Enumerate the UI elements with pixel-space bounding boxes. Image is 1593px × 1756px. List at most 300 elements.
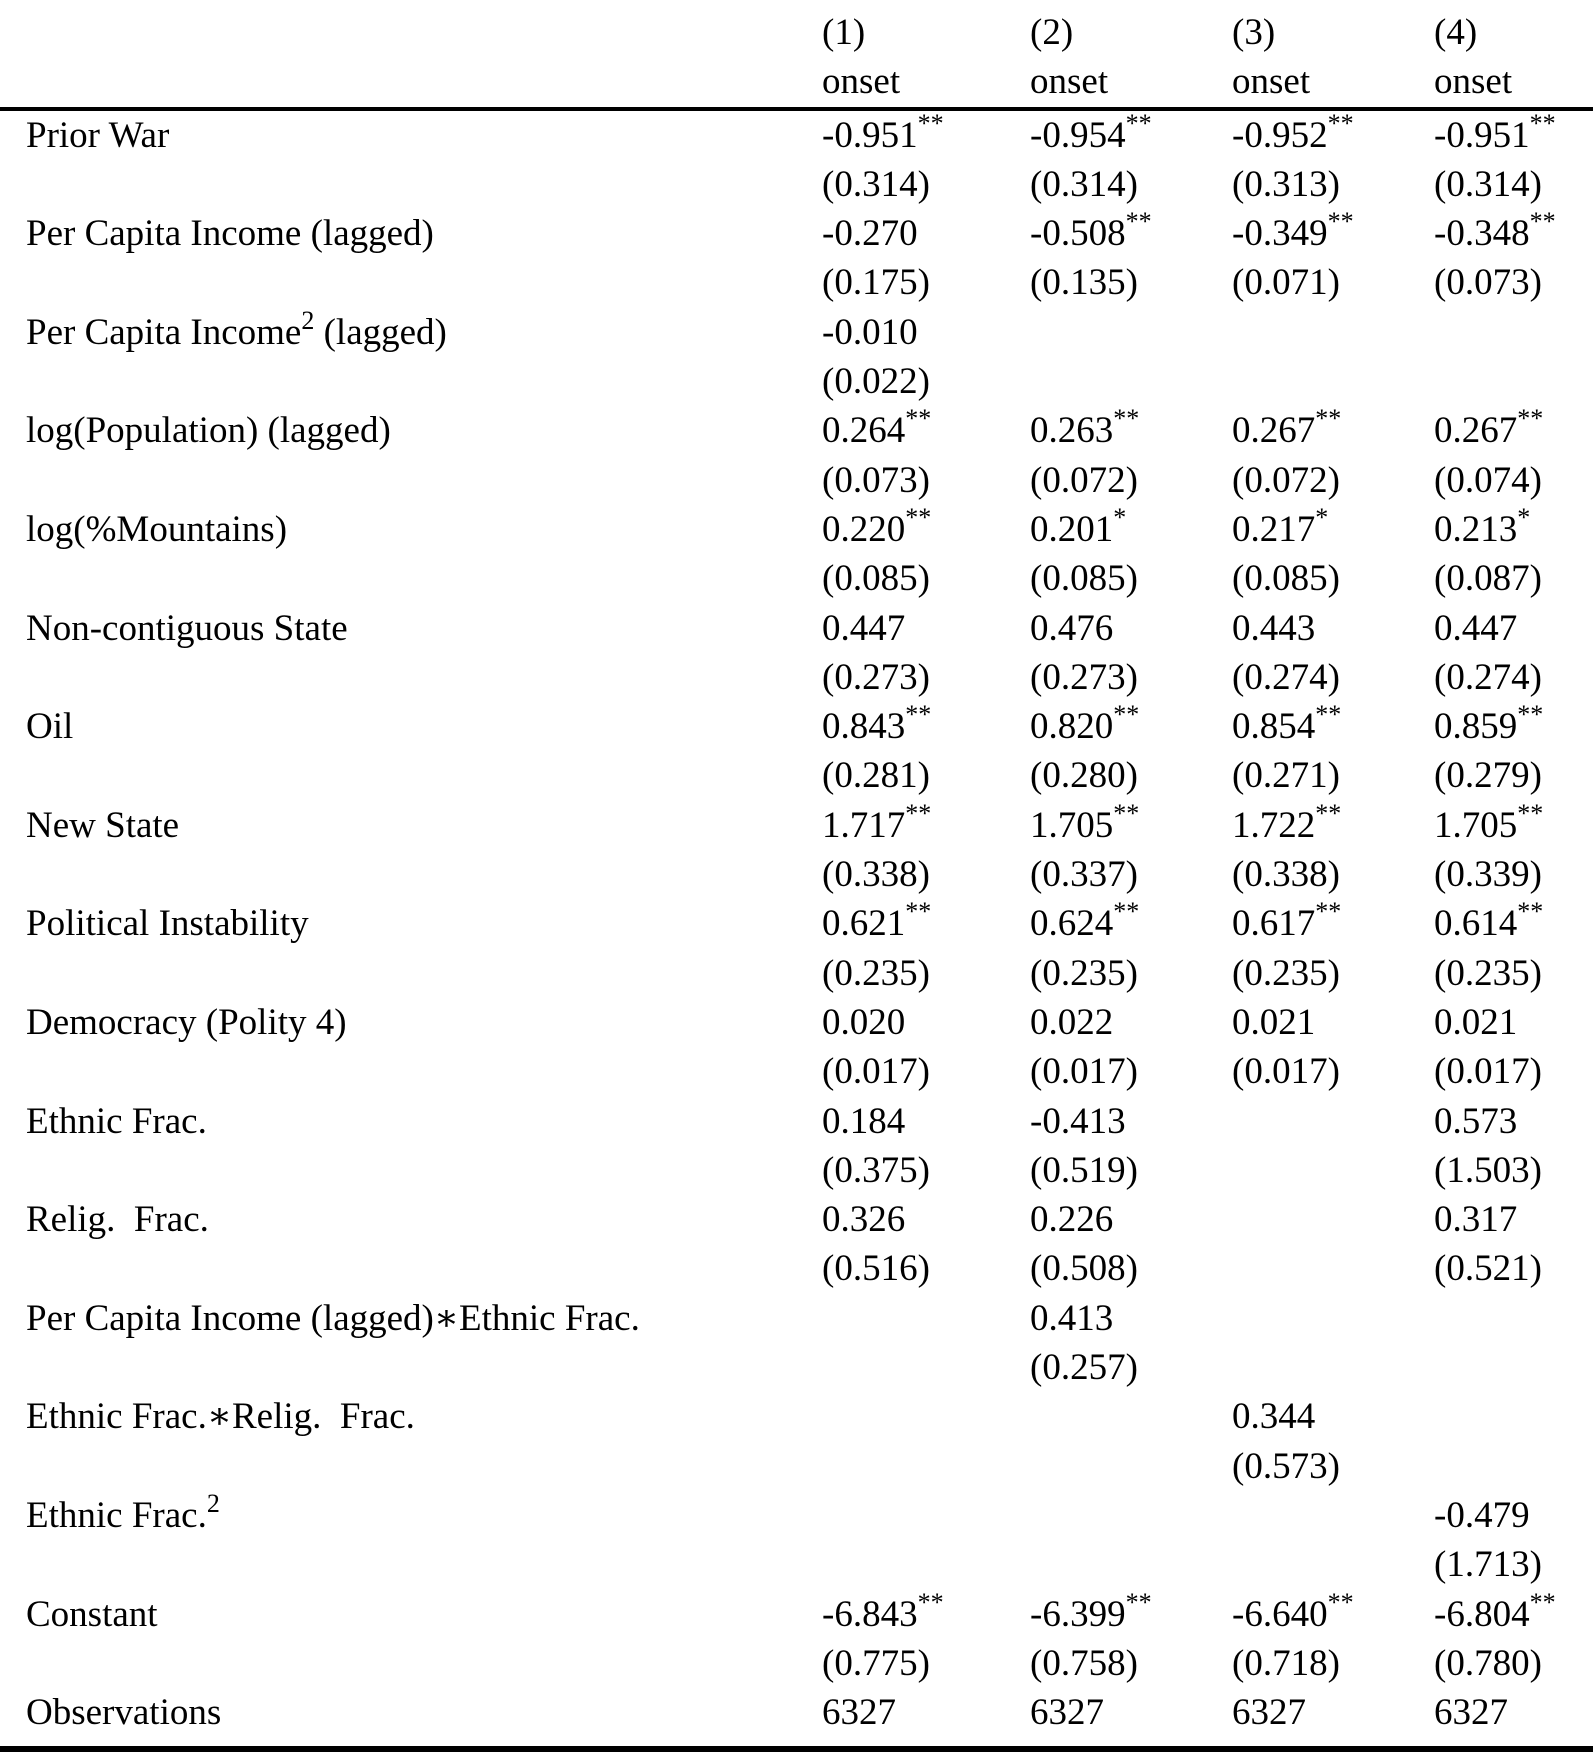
data-cell bbox=[1030, 604, 1232, 703]
dependent-variable: onset bbox=[1030, 57, 1232, 108]
row-label-text: Non-contiguous State bbox=[26, 607, 348, 649]
significance-stars: ** bbox=[905, 404, 932, 434]
coef-value: -6.804 bbox=[1434, 1593, 1530, 1635]
data-cell bbox=[1030, 798, 1232, 900]
coef-value: 0.021 bbox=[1434, 1001, 1518, 1043]
significance-stars: ** bbox=[917, 1587, 944, 1617]
std-error: (0.235) bbox=[1030, 952, 1138, 994]
data-cell bbox=[822, 1392, 1030, 1491]
significance-stars: ** bbox=[917, 108, 944, 138]
coefficient-line bbox=[1434, 1195, 1593, 1244]
std-error: (1.713) bbox=[1434, 1544, 1542, 1586]
coef-value: 0.859 bbox=[1434, 706, 1518, 748]
std-error bbox=[822, 1442, 1030, 1491]
dependent-variable-row bbox=[0, 57, 1593, 108]
data-cell bbox=[822, 604, 1030, 703]
coefficient-line bbox=[1434, 899, 1593, 948]
data-cell bbox=[1434, 1688, 1593, 1737]
std-error bbox=[822, 1540, 1030, 1589]
coefficient-line bbox=[1434, 108, 1593, 160]
row-label-suffix: (lagged) bbox=[314, 311, 447, 353]
coefficient-line bbox=[1434, 308, 1593, 357]
significance-stars: ** bbox=[1113, 404, 1140, 434]
coef-value: 0.614 bbox=[1434, 903, 1518, 945]
data-cell bbox=[1434, 1392, 1593, 1491]
coefficient-line bbox=[1030, 1097, 1232, 1146]
coef-value: 1.717 bbox=[822, 804, 906, 846]
std-error: (0.235) bbox=[822, 952, 930, 994]
coefficient-line bbox=[1030, 209, 1232, 258]
std-error: (0.337) bbox=[1030, 854, 1138, 896]
coefficient-line bbox=[1232, 1195, 1434, 1244]
significance-stars: ** bbox=[1517, 700, 1544, 730]
coef-value: -0.349 bbox=[1232, 213, 1328, 255]
coefficient-line bbox=[1030, 1392, 1232, 1441]
data-cell bbox=[822, 1195, 1030, 1294]
data-cell bbox=[1232, 209, 1434, 308]
row-label bbox=[0, 1392, 822, 1491]
std-error: (0.072) bbox=[1232, 459, 1340, 501]
header-spacer bbox=[0, 57, 822, 108]
table-row bbox=[0, 899, 1593, 998]
std-error: (0.274) bbox=[1232, 656, 1340, 698]
data-cell bbox=[1232, 798, 1434, 900]
coef-value: -0.951 bbox=[822, 114, 918, 156]
data-cell bbox=[1232, 1392, 1434, 1491]
significance-stars: ** bbox=[1125, 1587, 1152, 1617]
std-error: (0.274) bbox=[1434, 656, 1542, 698]
significance-stars: ** bbox=[1113, 700, 1140, 730]
table-row bbox=[0, 209, 1593, 308]
coefficient-line bbox=[1030, 702, 1232, 751]
std-error: (0.775) bbox=[822, 1642, 930, 1684]
data-cell bbox=[1434, 604, 1593, 703]
coefficient-line bbox=[822, 108, 1030, 160]
coefficient-line bbox=[822, 1195, 1030, 1244]
row-label-text: Ethnic Frac.∗Relig. Frac. bbox=[26, 1396, 415, 1438]
coefficient-line bbox=[1030, 998, 1232, 1047]
std-error: (0.175) bbox=[822, 262, 930, 304]
row-label-text: Democracy (Polity 4) bbox=[26, 1001, 347, 1043]
table-row bbox=[0, 308, 1593, 407]
coefficient-line bbox=[1030, 1195, 1232, 1244]
coef-value: 0.476 bbox=[1030, 607, 1114, 649]
coefficient-line bbox=[1232, 1294, 1434, 1343]
data-cell bbox=[1232, 1688, 1434, 1737]
significance-stars: ** bbox=[1529, 207, 1556, 237]
coefficient-line bbox=[822, 308, 1030, 357]
std-error: (0.085) bbox=[1232, 558, 1340, 600]
table-row bbox=[0, 1294, 1593, 1393]
data-cell bbox=[1434, 502, 1593, 604]
coefficient-line bbox=[1030, 798, 1232, 850]
coefficient-line bbox=[1030, 604, 1232, 653]
coef-value: -0.010 bbox=[822, 311, 918, 353]
table-row bbox=[0, 1097, 1593, 1196]
row-label bbox=[0, 505, 822, 604]
coef-value: 0.213 bbox=[1434, 508, 1518, 550]
row-label bbox=[0, 998, 822, 1097]
data-cell bbox=[822, 109, 1030, 210]
coefficient-line bbox=[1434, 1587, 1593, 1639]
std-error: (0.017) bbox=[1232, 1051, 1340, 1093]
coef-value: 0.854 bbox=[1232, 706, 1316, 748]
coef-value: 0.624 bbox=[1030, 903, 1114, 945]
coef-value: 1.722 bbox=[1232, 804, 1316, 846]
table-header bbox=[0, 8, 1593, 109]
row-label-text: Observations bbox=[26, 1692, 222, 1734]
std-error bbox=[1434, 1343, 1593, 1392]
data-cell bbox=[1434, 702, 1593, 801]
coef-value: -6.843 bbox=[822, 1593, 918, 1635]
std-error: (0.516) bbox=[822, 1248, 930, 1290]
std-error: (0.519) bbox=[1030, 1149, 1138, 1191]
coef-value: -0.954 bbox=[1030, 114, 1126, 156]
coefficient-line bbox=[1434, 1688, 1593, 1737]
significance-stars: ** bbox=[1315, 798, 1342, 828]
column-number: (2) bbox=[1030, 12, 1074, 53]
data-cell bbox=[822, 1491, 1030, 1590]
table-row bbox=[0, 801, 1593, 900]
coefficient-line bbox=[1030, 1294, 1232, 1343]
data-cell bbox=[822, 1294, 1030, 1393]
table-row bbox=[0, 406, 1593, 505]
data-cell bbox=[1030, 502, 1232, 604]
row-label-text: Per Capita Income (lagged) bbox=[26, 213, 434, 255]
coefficient-line bbox=[1232, 1392, 1434, 1441]
significance-stars: ** bbox=[1125, 207, 1152, 237]
coef-value: -0.348 bbox=[1434, 213, 1530, 255]
coefficient-line bbox=[1232, 406, 1434, 455]
significance-stars: ** bbox=[1113, 798, 1140, 828]
std-error bbox=[1232, 357, 1434, 406]
coefficient-line bbox=[1434, 406, 1593, 455]
row-label-text: Constant bbox=[26, 1593, 158, 1635]
std-error: (0.280) bbox=[1030, 755, 1138, 797]
std-error bbox=[1232, 1244, 1434, 1293]
data-cell bbox=[1030, 1688, 1232, 1737]
regression-table bbox=[0, 8, 1593, 1737]
coef-value: 0.820 bbox=[1030, 706, 1114, 748]
row-label-text: Relig. Frac. bbox=[26, 1199, 209, 1241]
coefficient-line bbox=[1232, 1587, 1434, 1639]
coefficient-line bbox=[1232, 899, 1434, 948]
coef-value: -0.508 bbox=[1030, 213, 1126, 255]
coefficient-line bbox=[1232, 108, 1434, 160]
coef-value: 0.843 bbox=[822, 706, 906, 748]
significance-stars: * bbox=[1517, 502, 1531, 532]
significance-stars: ** bbox=[905, 897, 932, 927]
data-cell bbox=[822, 798, 1030, 900]
std-error: (0.314) bbox=[1434, 163, 1542, 205]
std-error: (0.314) bbox=[822, 163, 930, 205]
significance-stars: ** bbox=[905, 798, 932, 828]
data-cell bbox=[1232, 604, 1434, 703]
data-cell bbox=[1434, 209, 1593, 308]
data-cell bbox=[1434, 1587, 1593, 1689]
row-label bbox=[0, 1590, 822, 1689]
table-row bbox=[0, 702, 1593, 801]
coef-value: -6.399 bbox=[1030, 1593, 1126, 1635]
std-error: (0.257) bbox=[1030, 1347, 1138, 1389]
row-label bbox=[0, 1688, 822, 1737]
std-error: (0.508) bbox=[1030, 1248, 1138, 1290]
data-cell bbox=[1232, 702, 1434, 801]
data-cell bbox=[822, 502, 1030, 604]
coef-value: 0.201 bbox=[1030, 508, 1114, 550]
coefficient-line bbox=[1030, 502, 1232, 554]
std-error bbox=[1232, 1343, 1434, 1392]
significance-stars: ** bbox=[1113, 897, 1140, 927]
std-error: (0.573) bbox=[1232, 1445, 1340, 1487]
coefficient-line bbox=[822, 209, 1030, 258]
data-cell bbox=[822, 1688, 1030, 1737]
table-row bbox=[0, 505, 1593, 604]
coefficient-line bbox=[822, 1097, 1030, 1146]
coefficient-line bbox=[822, 998, 1030, 1047]
row-label-text: log(Population) (lagged) bbox=[26, 410, 391, 452]
data-cell bbox=[822, 998, 1030, 1097]
significance-stars: ** bbox=[1517, 404, 1544, 434]
row-label bbox=[0, 1488, 822, 1590]
row-label bbox=[0, 801, 822, 900]
row-label-text: Prior War bbox=[26, 114, 170, 156]
std-error: (0.273) bbox=[822, 656, 930, 698]
data-cell bbox=[1434, 1097, 1593, 1196]
coefficient-line bbox=[1434, 798, 1593, 850]
coefficient-line bbox=[1232, 1097, 1434, 1146]
std-error: (1.503) bbox=[1434, 1149, 1542, 1191]
coefficient-line bbox=[1434, 1392, 1593, 1441]
coefficient-line bbox=[822, 899, 1030, 948]
coefficient-line bbox=[822, 502, 1030, 554]
coef-value: 0.326 bbox=[822, 1199, 906, 1241]
coef-value: 0.226 bbox=[1030, 1199, 1114, 1241]
row-label-text: Political Instability bbox=[26, 903, 309, 945]
header-spacer bbox=[0, 8, 822, 57]
row-label-superscript: 2 bbox=[206, 1488, 220, 1518]
coefficient-line bbox=[1232, 1491, 1434, 1540]
significance-stars: * bbox=[1315, 502, 1329, 532]
std-error: (0.017) bbox=[1434, 1051, 1542, 1093]
std-error: (0.375) bbox=[822, 1149, 930, 1191]
coef-value: 6327 bbox=[1232, 1692, 1306, 1734]
data-cell bbox=[822, 899, 1030, 998]
data-cell bbox=[1030, 998, 1232, 1097]
data-cell bbox=[822, 406, 1030, 505]
coefficient-line bbox=[1030, 1491, 1232, 1540]
coef-value: 0.344 bbox=[1232, 1396, 1316, 1438]
data-cell bbox=[1232, 1294, 1434, 1393]
data-cell bbox=[1030, 1392, 1232, 1491]
significance-stars: ** bbox=[1327, 108, 1354, 138]
std-error: (0.085) bbox=[1030, 558, 1138, 600]
coefficient-line bbox=[822, 1392, 1030, 1441]
data-cell bbox=[1232, 1491, 1434, 1590]
data-cell bbox=[1030, 1195, 1232, 1294]
significance-stars: ** bbox=[905, 700, 932, 730]
coefficient-line bbox=[1232, 1688, 1434, 1737]
std-error: (0.022) bbox=[822, 361, 930, 403]
row-label bbox=[0, 1097, 822, 1196]
data-cell bbox=[1434, 1294, 1593, 1393]
coefficient-line bbox=[1434, 604, 1593, 653]
significance-stars: ** bbox=[905, 502, 932, 532]
coef-value: 6327 bbox=[1030, 1692, 1104, 1734]
coef-value: -0.951 bbox=[1434, 114, 1530, 156]
coef-value: 0.263 bbox=[1030, 410, 1114, 452]
row-label bbox=[0, 109, 822, 210]
data-cell bbox=[1030, 899, 1232, 998]
row-label bbox=[0, 604, 822, 703]
coefficient-line bbox=[1030, 406, 1232, 455]
row-label bbox=[0, 209, 822, 308]
coefficient-line bbox=[822, 1294, 1030, 1343]
data-cell bbox=[1434, 998, 1593, 1097]
std-error: (0.072) bbox=[1030, 459, 1138, 501]
coefficient-line bbox=[1030, 899, 1232, 948]
std-error: (0.718) bbox=[1232, 1642, 1340, 1684]
coef-value: 6327 bbox=[1434, 1692, 1508, 1734]
table-row bbox=[0, 604, 1593, 703]
coef-value: -0.952 bbox=[1232, 114, 1328, 156]
std-error: (0.281) bbox=[822, 755, 930, 797]
data-cell bbox=[1030, 109, 1232, 210]
table-row bbox=[0, 1392, 1593, 1491]
coefficient-line bbox=[822, 702, 1030, 751]
std-error bbox=[1232, 1146, 1434, 1195]
data-cell bbox=[1434, 1195, 1593, 1294]
table-row bbox=[0, 1688, 1593, 1737]
row-label-text: Per Capita Income (lagged)∗Ethnic Frac. bbox=[26, 1297, 640, 1339]
coef-value: 0.317 bbox=[1434, 1199, 1518, 1241]
coefficient-line bbox=[1030, 308, 1232, 357]
coefficient-line bbox=[822, 1688, 1030, 1737]
significance-stars: ** bbox=[1327, 207, 1354, 237]
significance-stars: ** bbox=[1529, 108, 1556, 138]
table-row bbox=[0, 1195, 1593, 1294]
coef-value: 1.705 bbox=[1434, 804, 1518, 846]
row-label bbox=[0, 406, 822, 505]
coef-value: 0.217 bbox=[1232, 508, 1316, 550]
data-cell bbox=[1434, 1491, 1593, 1590]
std-error: (0.085) bbox=[822, 558, 930, 600]
coefficient-line bbox=[1434, 702, 1593, 751]
data-cell bbox=[1030, 406, 1232, 505]
coefficient-line bbox=[1232, 604, 1434, 653]
coef-value: 0.443 bbox=[1232, 607, 1316, 649]
row-label bbox=[0, 305, 822, 407]
coef-value: 6327 bbox=[822, 1692, 896, 1734]
std-error bbox=[1434, 1442, 1593, 1491]
coef-value: 0.022 bbox=[1030, 1001, 1114, 1043]
coefficient-line bbox=[822, 406, 1030, 455]
data-cell bbox=[1232, 406, 1434, 505]
dependent-variable: onset bbox=[822, 57, 1030, 108]
std-error: (0.017) bbox=[1030, 1051, 1138, 1093]
row-label bbox=[0, 899, 822, 998]
std-error: (0.271) bbox=[1232, 755, 1340, 797]
data-cell bbox=[822, 209, 1030, 308]
coefficient-line bbox=[1434, 1294, 1593, 1343]
std-error bbox=[1030, 1540, 1232, 1589]
table-row bbox=[0, 109, 1593, 210]
data-cell bbox=[1030, 1294, 1232, 1393]
data-cell bbox=[1030, 308, 1232, 407]
coefficient-line bbox=[1030, 1688, 1232, 1737]
std-error: (0.338) bbox=[822, 854, 930, 896]
dependent-variable: onset bbox=[1434, 57, 1593, 108]
coef-value: 0.184 bbox=[822, 1100, 906, 1142]
std-error bbox=[822, 1343, 1030, 1392]
std-error: (0.339) bbox=[1434, 854, 1542, 896]
std-error bbox=[1232, 1540, 1434, 1589]
row-label-text: New State bbox=[26, 804, 180, 846]
coefficient-line bbox=[1232, 308, 1434, 357]
row-label-text: Ethnic Frac. bbox=[26, 1100, 207, 1142]
std-error: (0.521) bbox=[1434, 1248, 1542, 1290]
significance-stars: ** bbox=[1315, 700, 1342, 730]
table-row bbox=[0, 998, 1593, 1097]
coef-value: 0.573 bbox=[1434, 1100, 1518, 1142]
row-label bbox=[0, 1195, 822, 1294]
data-cell bbox=[1434, 109, 1593, 210]
data-cell bbox=[1232, 308, 1434, 407]
data-cell bbox=[1030, 209, 1232, 308]
data-cell bbox=[1434, 899, 1593, 998]
std-error: (0.074) bbox=[1434, 459, 1542, 501]
coefficient-line bbox=[822, 604, 1030, 653]
data-cell bbox=[1232, 1195, 1434, 1294]
std-error: (0.235) bbox=[1232, 952, 1340, 994]
data-cell bbox=[822, 308, 1030, 407]
table-row bbox=[0, 1590, 1593, 1689]
model-number-row bbox=[0, 8, 1593, 57]
coefficient-line bbox=[1232, 798, 1434, 850]
coef-value: -0.479 bbox=[1434, 1494, 1530, 1536]
coefficient-line bbox=[1232, 209, 1434, 258]
row-label bbox=[0, 702, 822, 801]
bottom-rule bbox=[0, 1746, 1593, 1752]
significance-stars: ** bbox=[1327, 1587, 1354, 1617]
data-cell bbox=[822, 1097, 1030, 1196]
coefficient-line bbox=[1434, 1491, 1593, 1540]
significance-stars: * bbox=[1113, 502, 1127, 532]
std-error bbox=[1030, 357, 1232, 406]
std-error: (0.758) bbox=[1030, 1642, 1138, 1684]
coefficient-line bbox=[822, 1587, 1030, 1639]
coef-value: 0.447 bbox=[822, 607, 906, 649]
coef-value: -6.640 bbox=[1232, 1593, 1328, 1635]
std-error: (0.235) bbox=[1434, 952, 1542, 994]
std-error: (0.071) bbox=[1232, 262, 1340, 304]
data-cell bbox=[1232, 502, 1434, 604]
std-error: (0.314) bbox=[1030, 163, 1138, 205]
coef-value: -0.413 bbox=[1030, 1100, 1126, 1142]
std-error bbox=[1030, 1442, 1232, 1491]
coefficient-line bbox=[1434, 998, 1593, 1047]
column-number: (4) bbox=[1434, 12, 1478, 53]
significance-stars: ** bbox=[1315, 404, 1342, 434]
coefficient-line bbox=[822, 1491, 1030, 1540]
coef-value: 0.413 bbox=[1030, 1297, 1114, 1339]
coef-value: 0.617 bbox=[1232, 903, 1316, 945]
row-label-superscript: 2 bbox=[301, 305, 315, 335]
coef-value: 0.220 bbox=[822, 508, 906, 550]
row-label bbox=[0, 1294, 822, 1393]
coef-value: 0.020 bbox=[822, 1001, 906, 1043]
data-cell bbox=[822, 702, 1030, 801]
